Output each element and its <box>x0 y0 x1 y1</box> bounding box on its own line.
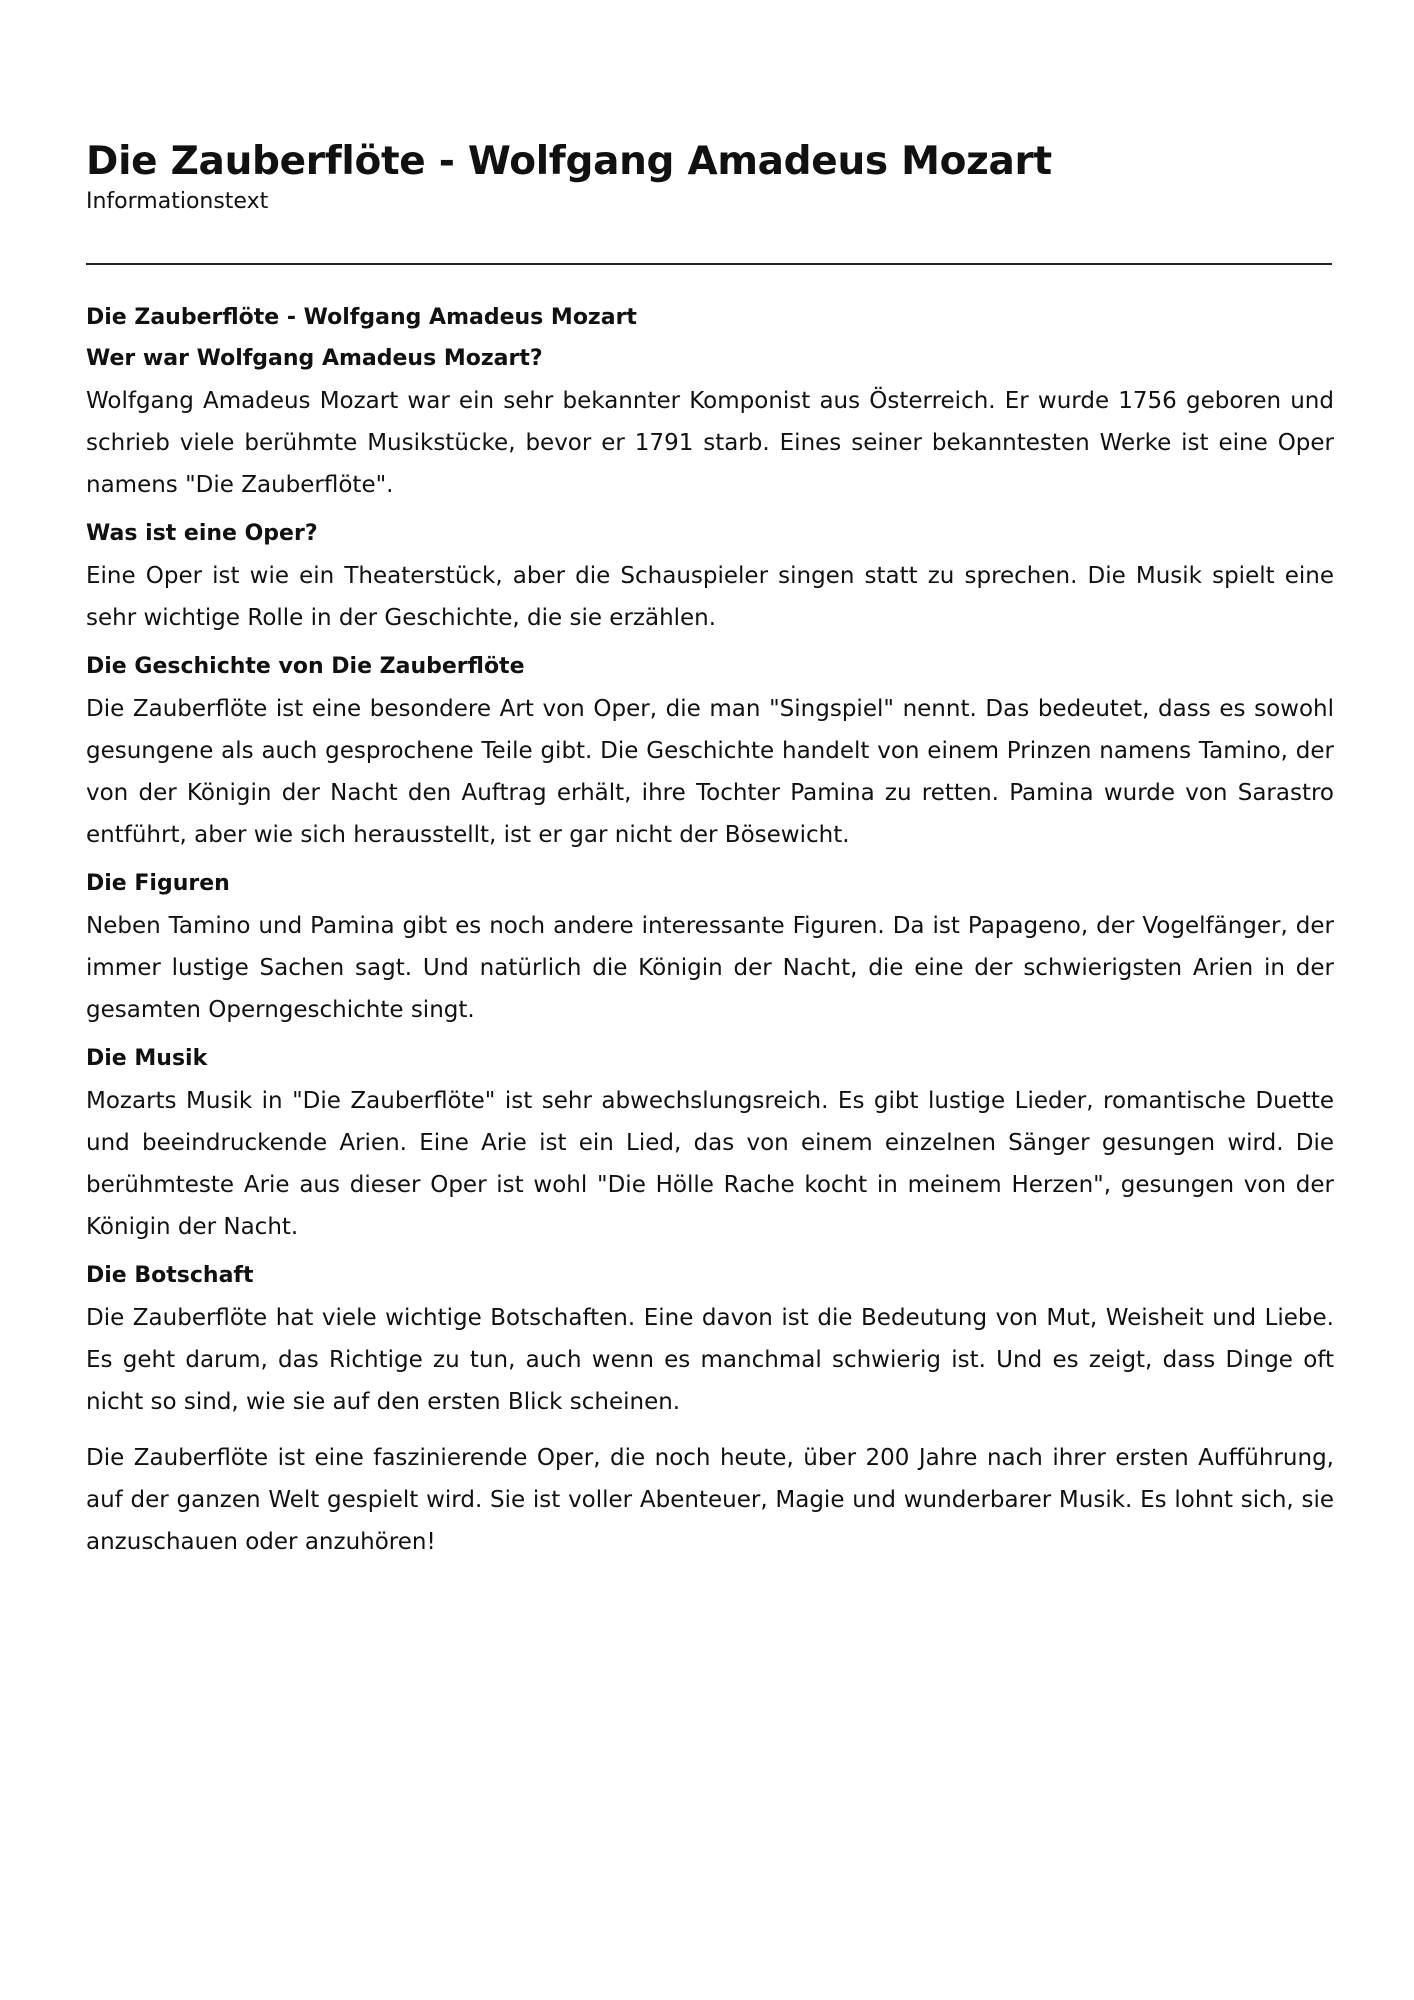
section-paragraph: Neben Tamino und Pamina gibt es noch andere interessante Figuren. Da ist Papageno, der Vogelfänger, der immer lustige Sachen sagt. Und natürlich die Königin der Nacht, die eine der schwierigsten Arien in der gesamten Operngeschichte singt. <box>86 913 1334 1023</box>
document-title: Die Zauberflöte - Wolfgang Amadeus Mozart <box>86 139 1052 184</box>
closing-paragraph: Die Zauberflöte ist eine faszinierende Oper, die noch heute, über 200 Jahre nach ihrer ersten Aufführung, auf der ganzen Welt gespielt wird. Sie ist voller Abenteuer, Magie und wunderbarer Musik. Es lohnt sich, sie anzuschauen oder anzuhören! <box>86 1445 1334 1555</box>
section-opera <box>86 520 1334 639</box>
section-paragraph: Die Zauberflöte hat viele wichtige Botschaften. Eine davon ist die Bedeutung von Mut, Weisheit und Liebe. Es geht darum, das Richtige zu tun, auch wenn es manchmal schwierig ist. Und es zeigt, dass Dinge oft nicht so sind, wie sie auf den ersten Blick scheinen. <box>86 1305 1334 1415</box>
header-divider <box>86 263 1332 265</box>
section-heading: Die Figuren <box>86 871 230 896</box>
section-paragraph: Eine Oper ist wie ein Theaterstück, aber die Schauspieler singen statt zu sprechen. Die Musik spielt eine sehr wichtige Rolle in der Geschichte, die sie erzählen. <box>86 563 1334 631</box>
section-heading: Wer war Wolfgang Amadeus Mozart? <box>86 346 543 371</box>
section-paragraph: Mozarts Musik in "Die Zauberflöte" ist sehr abwechslungsreich. Es gibt lustige Lieder, romantische Duette und beeindruckende Arien. Eine Arie ist ein Lied, das von einem einzelnen Sänger gesungen wird. Die berühmteste Arie aus dieser Oper ist wohl "Die Hölle Rache kocht in meinem Herzen", gesungen von der Königin der Nacht. <box>86 1088 1334 1240</box>
main-heading: Die Zauberflöte - Wolfgang Amadeus Mozart <box>86 305 637 330</box>
section-story <box>86 653 1334 856</box>
section-heading: Die Musik <box>86 1046 208 1071</box>
section-paragraph: Die Zauberflöte ist eine besondere Art von Oper, die man "Singspiel" nennt. Das bedeutet, dass es sowohl gesungene als auch gesprochene Teile gibt. Die Geschichte handelt von einem Prinzen namens Tamino, der von der Königin der Nacht den Auftrag erhält, ihre Tochter Pamina zu retten. Pamina wurde von Sarastro entführt, aber wie sich herausstellt, ist er gar nicht der Bösewicht. <box>86 696 1334 848</box>
section-heading: Die Geschichte von Die Zauberflöte <box>86 654 525 679</box>
section-mozart <box>86 345 1334 506</box>
section-paragraph: Wolfgang Amadeus Mozart war ein sehr bekannter Komponist aus Österreich. Er wurde 1756 geboren und schrieb viele berühmte Musikstücke, bevor er 1791 starb. Eines seiner bekanntesten Werke ist eine Oper namens "Die Zauberflöte". <box>86 388 1334 498</box>
section-characters <box>86 870 1334 1031</box>
section-message <box>86 1262 1334 1423</box>
section-music <box>86 1045 1334 1248</box>
document-body <box>86 304 1334 1563</box>
document-page <box>86 138 1334 1577</box>
document-subtitle: Informationstext <box>86 189 269 214</box>
section-heading: Was ist eine Oper? <box>86 521 318 546</box>
section-heading: Die Botschaft <box>86 1263 254 1288</box>
